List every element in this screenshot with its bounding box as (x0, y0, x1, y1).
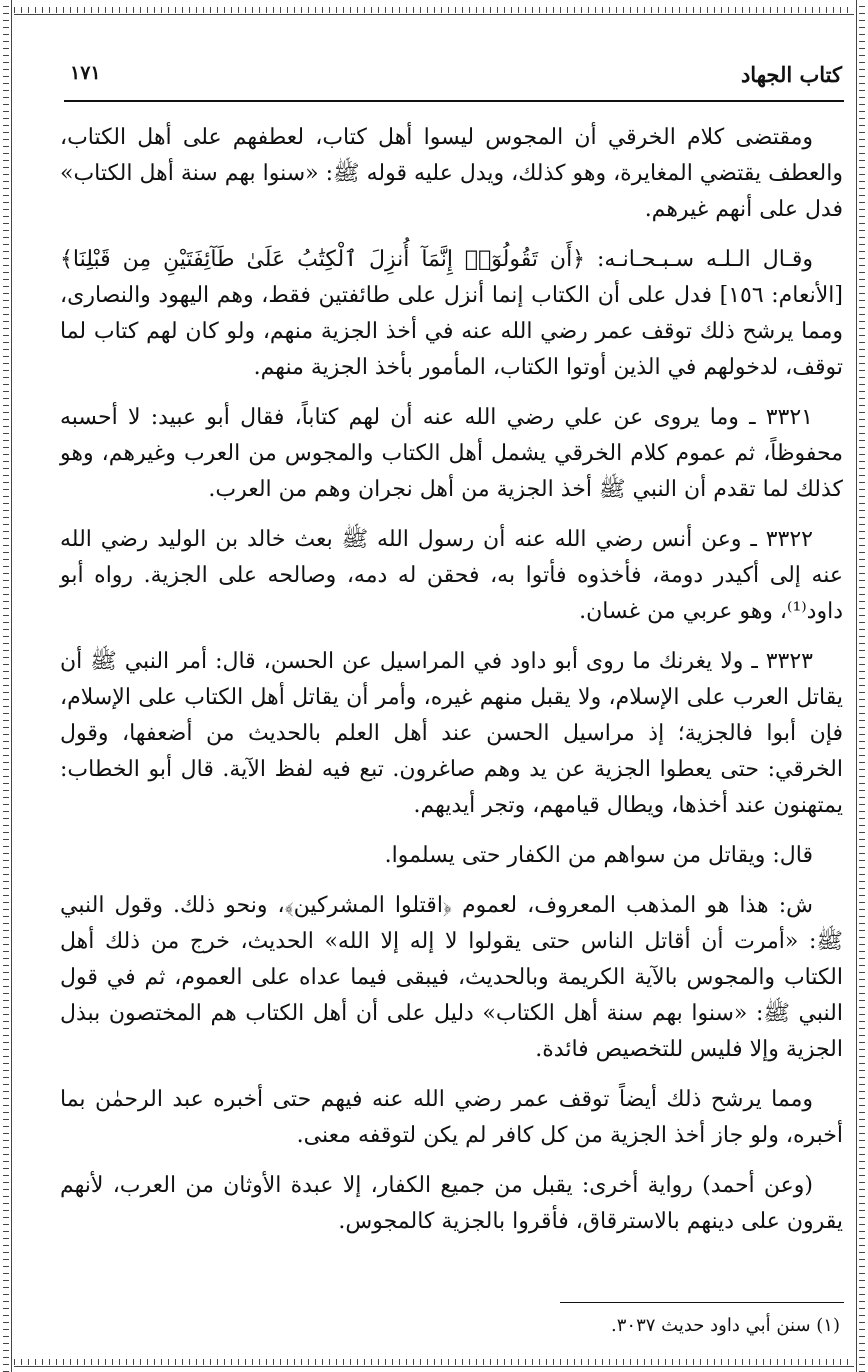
footnote-rule (560, 1302, 844, 1303)
paragraph: ٣٣٢١ ـ وما يروى عن علي رضي الله عنه أن لهم كتاباً، فقال أبو عبيد: لا أحسبه محفوظاً، ثم عموم كلام الخرقي يشمل أهل الكتاب والمجوس من العرب وغيرهم، وهو كذلك لما تقدم أن النبي ﷺ أخذ الجزية من أهل نجران وهم من العرب. (60, 405, 843, 502)
main-text (60, 120, 843, 1254)
chapter-title: كتاب الجهاد (740, 62, 842, 87)
paragraph: ٣٣٢٣ ـ ولا يغرنك ما روى أبو داود في المراسيل عن الحسن، قال: أمر النبي ﷺ أن يقاتل العرب على الإسلام، ولا يقبل منهم غيره، وأمر أن يقاتل أهل الكتاب على الإسلام، فإن أبوا فالجزية؛ إذ مراسيل الحسن عند أهل العلم بالحديث من أضعفها، وقول الخرقي: حتى يعطوا الجزية عن يد وهم صاغرون. تبع فيه لفظ الآية. قال أبو الخطاب: يمتهنون عند أخذها، ويطال قيامهم، وتجر أيديهم. (60, 649, 843, 818)
footnote: (١) سنن أبي داود حديث ٣٠٣٧. (611, 1315, 840, 1336)
page-header (70, 62, 842, 92)
border-right (854, 0, 868, 1372)
paragraph: (وعن أحمد) رواية أخرى: يقبل من جميع الكفار، إلا عبدة الأوثان من العرب، لأنهم يقرون على دينهم بالاسترقاق، فأقروا بالجزية كالمجوس. (60, 1173, 843, 1234)
paragraph: ش: هذا هو المذهب المعروف، لعموم ﴿اقتلوا المشركين﴾، ونحو ذلك. وقول النبي ﷺ: «أمرت أن أقاتل الناس حتى يقولوا لا إله إلا الله» الحديث، خرج من ذلك أهل الكتاب والمجوس بالآية الكريمة وبالحديث، فيبقى فيما عداه على العموم، ثم في قول النبي ﷺ: «سنوا بهم سنة أهل الكتاب» دليل على أن أهل الكتاب هم المختصون ببذل الجزية وإلا فليس للتخصيص فائدة. (60, 893, 843, 1062)
page-number: ١٧١ (70, 62, 101, 84)
matn-paragraph: قال: ويقاتل من سواهم من الكفار حتى يسلموا. (384, 843, 813, 868)
border-top (0, 4, 868, 16)
paragraph: ٣٣٢٢ ـ وعن أنس رضي الله عنه أن رسول الله ﷺ بعث خالد بن الوليد رضي الله عنه إلى أكيدر دومة، فأخذوه فأتوا به، فحقن له دمه، وصالحه على الجزية. رواه أبو داود⁽¹⁾، وهو عربي من غسان. (60, 527, 843, 624)
header-rule (64, 100, 844, 102)
border-bottom (0, 1356, 868, 1368)
paragraph: وقـال الـلـه سـبـحـانـه: ﴿أَن تَقُولُوٓا۟ إِنَّمَآ أُنزِلَ ٱلْكِتَٰبُ عَلَىٰ طَآئِفَتَيْنِ مِن قَبْلِنَا﴾ [الأنعام: ١٥٦] فدل على أن الكتاب إنما أنزل على طائفتين فقط، وهم اليهود والنصارى، ومما يرشح ذلك توقف عمر رضي الله عنه في أخذ الجزية منهم، ولو كان لهم كتاب لما توقف، لدخولهم في الذين أوتوا الكتاب، المأمور بأخذ الجزية منهم. (60, 247, 843, 380)
border-left (0, 0, 14, 1372)
paragraph: ومما يرشح ذلك أيضاً توقف عمر رضي الله عنه فيهم حتى أخبره عبد الرحمٰن بما أخبره، ولو جاز أخذ الجزية من كل كافر لم يكن لتوقفه معنى. (60, 1087, 843, 1148)
paragraph: ومقتضى كلام الخرقي أن المجوس ليسوا أهل كتاب، لعطفهم على أهل الكتاب، والعطف يقتضي المغايرة، وهو كذلك، ويدل عليه قوله ﷺ: «سنوا بهم سنة أهل الكتاب» فدل على أنهم غيرهم. (60, 125, 843, 222)
